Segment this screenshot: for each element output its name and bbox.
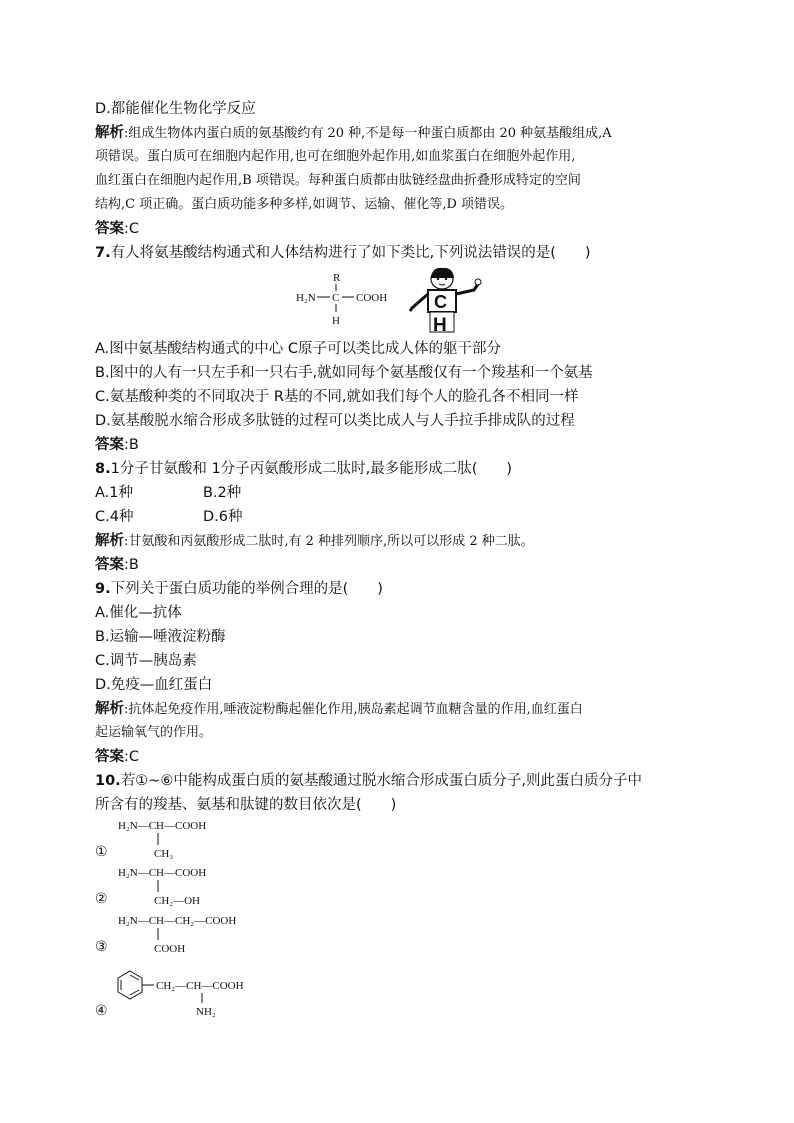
q7-option: C.氨基酸种类的不同取决于 R基的不同,就如我们每个人的脸孔各不相同一样 [95,389,579,405]
central-carbon-label: C [332,292,340,304]
compound-3-side-chain: COOH [154,943,186,955]
compound-1-main-chain: H₂N—CH—COOH [118,820,207,832]
compound-marker-1: ① [95,844,108,860]
explanation-label: 解析 [95,125,124,141]
person-illustration [410,268,481,336]
explanation-label: 解析 [95,533,124,549]
compound-3-main-chain: H₂N—CH—CH₂—COOH [118,915,237,927]
answer-label: 答案 [95,557,124,573]
question-number: 8. [95,461,111,477]
question-text: 下列关于蛋白质功能的举例合理的是( ) [110,581,383,597]
amino-acid-general-formula [296,272,387,327]
q6-explanation-line [95,123,612,144]
question-number: 7. [95,245,111,261]
q8-explanation [95,531,534,552]
q9-explanation-line: 起运输氧气的作用。 [95,725,213,740]
carboxyl-group-label: COOH [356,292,388,304]
answer-value: :B [124,557,139,573]
answer-label: 答案 [95,749,124,765]
q6-answer [95,219,139,239]
question-text: 若①~⑥中能构成蛋白质的氨基酸通过脱水缩合形成蛋白质分子,则此蛋白质分子中 [120,773,642,789]
answer-label: 答案 [95,221,124,237]
compound-1-side-chain: CH₃ [154,848,174,860]
explanation-label: 解析 [95,701,124,717]
q10-stem [95,771,642,791]
compound-2-main-chain: H₂N—CH—COOH [118,867,207,879]
q7-answer [95,435,139,455]
explanation-text: :抗体起免疫作用,唾液淀粉酶起催化作用,胰岛素起调节血糖含量的作用,血红蛋白 [124,702,583,717]
q9-stem [95,579,383,599]
q8-stem [95,459,512,479]
amino-group-label: H₂N [296,292,316,304]
compound-2-side-chain: CH₂—OH [154,895,201,907]
compound-3-structure [118,912,298,956]
question-text: 有人将氨基酸结构通式和人体结构进行了如下类比,下列说法错误的是( ) [110,245,591,261]
q7-stem [95,243,591,263]
explanation-text: :组成生物体内蛋白质的氨基酸约有 20 种,不是每一种蛋白质都由 20 种氨基酸组成,A [124,126,612,141]
answer-label: 答案 [95,437,124,453]
q8-option: B.2种 [203,485,242,501]
compound-2-structure [118,864,278,908]
q9-option: B.运输—唾液淀粉酶 [95,629,226,645]
q9-option: C.调节—胰岛素 [95,653,197,669]
compound-1-structure [118,817,278,861]
explanation-text: :甘氨酸和丙氨酸形成二肽时,有 2 种排列顺序,所以可以形成 2 种二肽。 [124,534,534,549]
q7-analogy-figure [290,266,500,336]
q8-option: D.6种 [203,509,243,525]
question-text: 1分子甘氨酸和 1分子丙氨酸形成二肽时,最多能形成二肽( ) [110,461,513,477]
compound-4-main-chain: CH₂—CH—COOH [156,980,244,992]
q9-explanation-line [95,699,583,720]
q9-option: D.免疫—血红蛋白 [95,677,213,693]
q9-answer [95,747,139,767]
person-letter-h: H [433,315,447,336]
q10-stem-line2: 所含有的羧基、氨基和肽键的数目依次是( ) [95,797,397,813]
q7-option: A.图中氨基酸结构通式的中心 C原子可以类比成人体的躯干部分 [95,341,502,357]
q6-explanation-line: 结构,C 项正确。蛋白质功能多种多样,如调节、运输、催化等,D 项错误。 [95,197,514,212]
q7-option: B.图中的人有一只左手和一只右手,就如同每个氨基酸仅有一个羧基和一个氨基 [95,365,593,381]
answer-value: :B [124,437,139,453]
q6-option-d: D.都能催化生物化学反应 [95,101,256,117]
compound-4-side-chain: NH₂ [196,1006,216,1018]
compound-marker-3: ③ [95,939,108,955]
compound-4-structure [112,968,292,1020]
q8-answer [95,555,139,575]
question-number: 9. [95,581,111,597]
hydrogen-label: H [332,315,340,327]
q6-explanation-line: 血红蛋白在细胞内起作用,B 项错误。每种蛋白质都由肽链经盘曲折叠形成特定的空间 [95,173,581,188]
q8-option: C.4种 [95,509,134,525]
answer-value: :C [124,749,140,765]
compound-marker-2: ② [95,891,108,907]
q9-option: A.催化—抗体 [95,605,182,621]
answer-value: :C [124,221,140,237]
question-number: 10. [95,773,121,789]
q6-explanation-line: 项错误。蛋白质可在细胞内起作用,也可在细胞外起作用,如血浆蛋白在细胞外起作用, [95,149,576,164]
person-letter-c: C [434,292,447,312]
q7-option: D.氨基酸脱水缩合形成多肽链的过程可以类比成人与人手拉手排成队的过程 [95,413,575,429]
q8-option: A.1种 [95,485,133,501]
r-group-label: R [333,272,341,284]
compound-marker-4: ④ [95,1003,108,1019]
